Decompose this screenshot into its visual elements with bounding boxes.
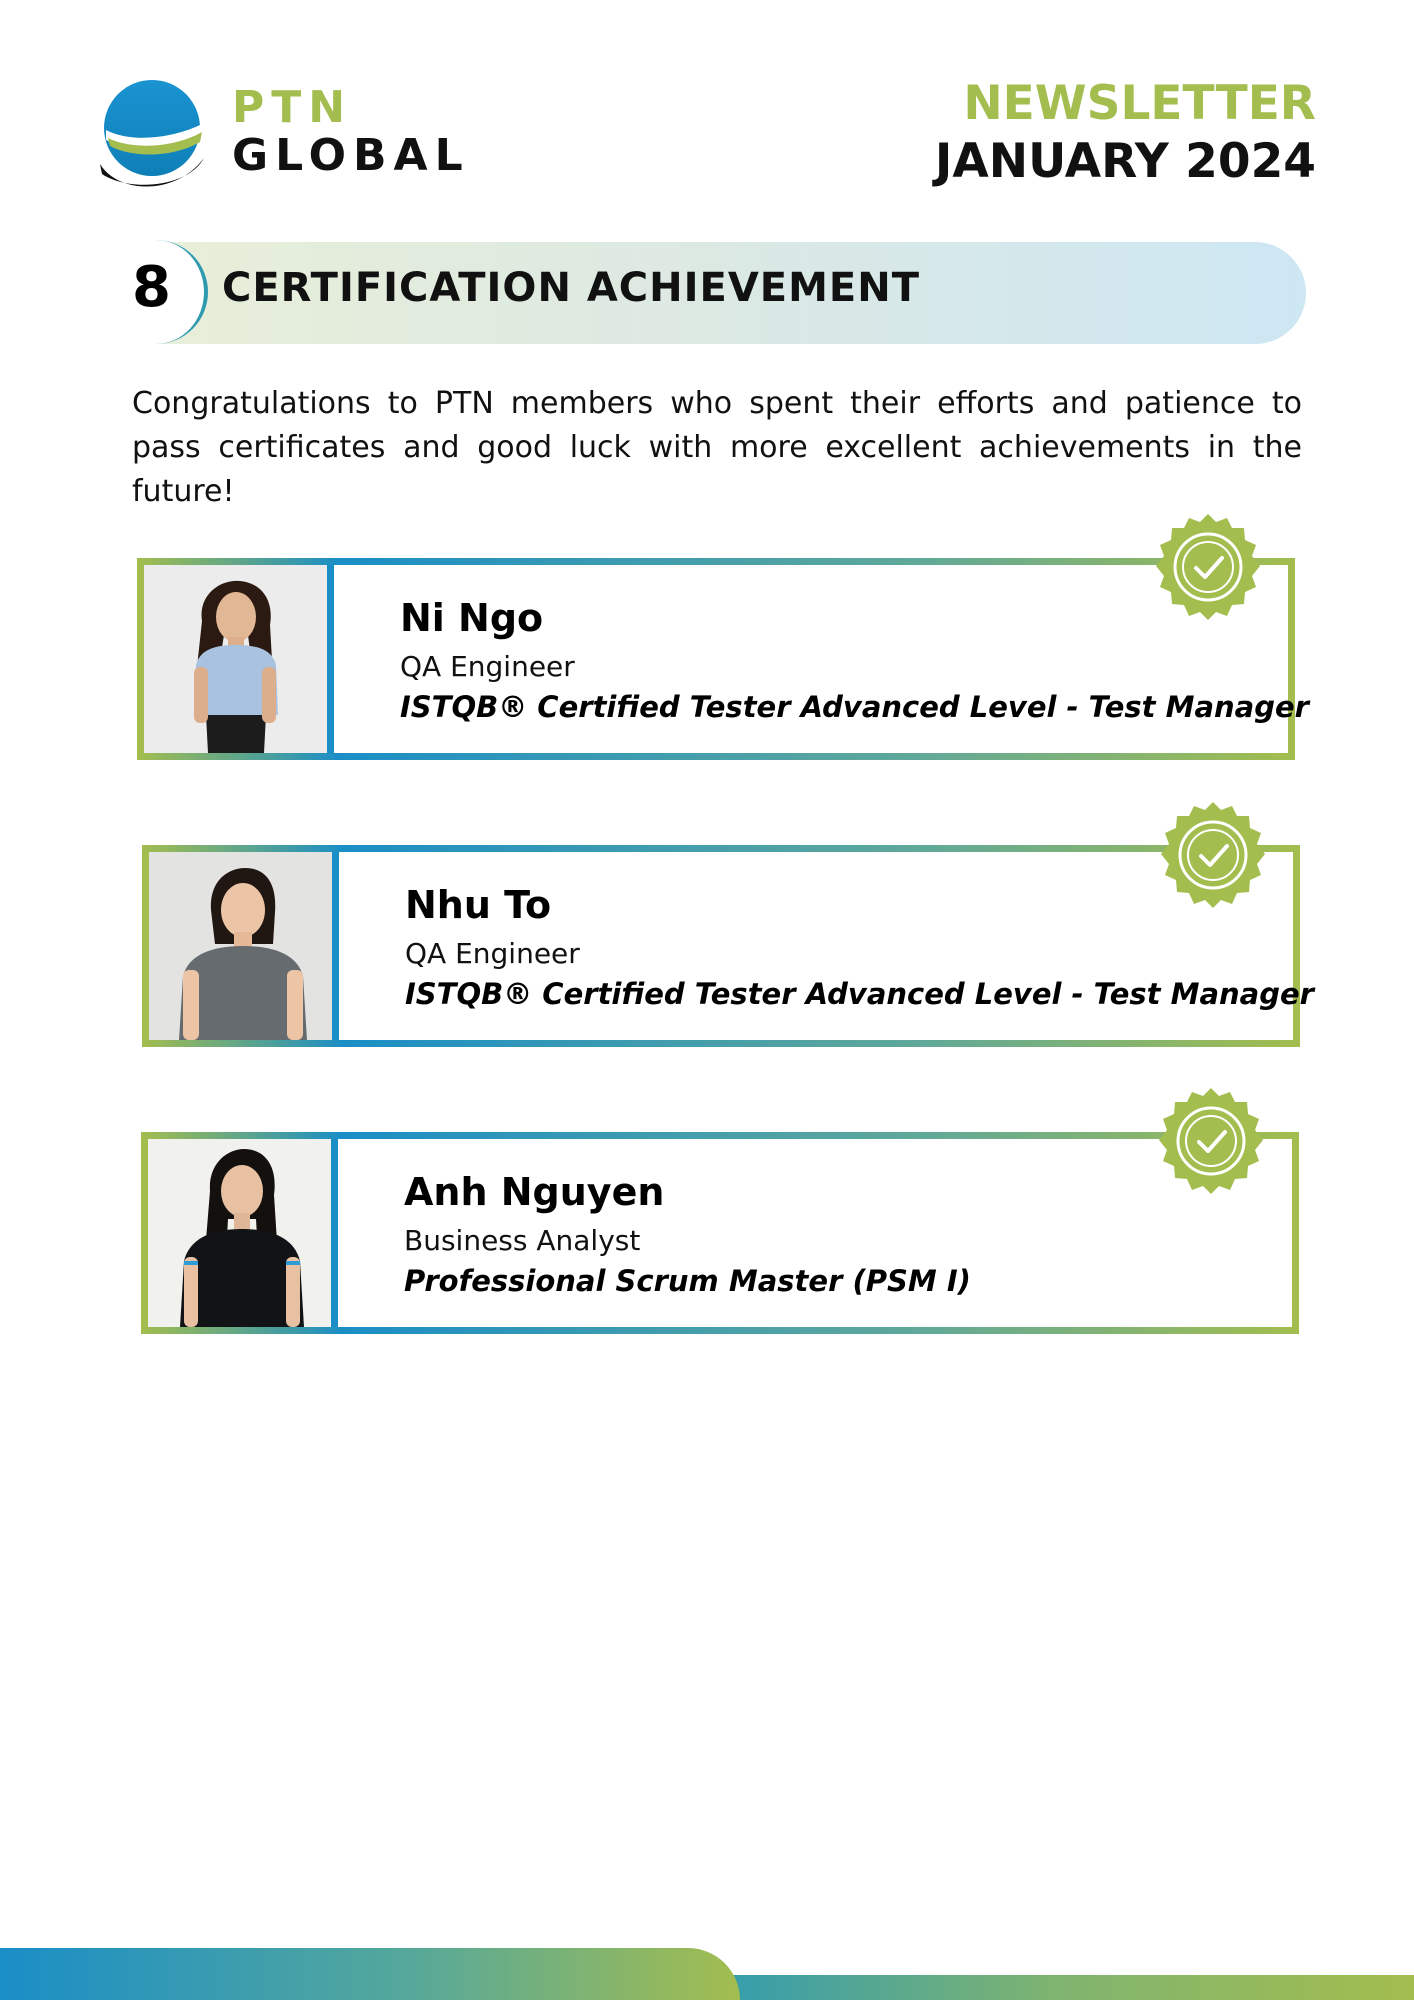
member-certificate: ISTQB® Certified Tester Advanced Level - Test Manager bbox=[405, 977, 1314, 1011]
issue-date: JANUARY 2024 bbox=[934, 134, 1316, 189]
member-role: QA Engineer bbox=[400, 650, 575, 683]
section-number: 8 bbox=[132, 255, 171, 320]
member-card bbox=[141, 1132, 1299, 1334]
logo-text-global: GLOBAL bbox=[232, 130, 470, 181]
intro-paragraph: Congratulations to PTN members who spent their efforts and patience to pass certificates and good luck with more excellent achievements in the future! bbox=[132, 386, 1302, 509]
check-seal-icon bbox=[1152, 512, 1264, 624]
member-photo bbox=[144, 565, 334, 753]
newsletter-label: NEWSLETTER bbox=[963, 76, 1316, 131]
check-seal-icon bbox=[1155, 1086, 1267, 1198]
member-card bbox=[142, 845, 1314, 1047]
footer-bar bbox=[0, 1948, 740, 2000]
member-role: Business Analyst bbox=[404, 1224, 641, 1257]
member-role: QA Engineer bbox=[405, 937, 580, 970]
ptn-global-logo-icon bbox=[98, 78, 206, 196]
member-name: Ni Ngo bbox=[400, 596, 544, 640]
section-title: CERTIFICATION ACHIEVEMENT bbox=[222, 265, 921, 311]
member-photo bbox=[148, 1139, 338, 1327]
footer-stripe bbox=[700, 1975, 1414, 2000]
member-certificate: ISTQB® Certified Tester Advanced Level - Test Manager bbox=[400, 690, 1309, 724]
member-name: Nhu To bbox=[405, 883, 552, 927]
check-seal-icon bbox=[1157, 800, 1269, 912]
member-certificate: Professional Scrum Master (PSM I) bbox=[404, 1264, 971, 1298]
member-card bbox=[137, 558, 1309, 760]
logo-text-ptn: PTN bbox=[232, 82, 353, 133]
member-name: Anh Nguyen bbox=[404, 1170, 665, 1214]
member-photo bbox=[149, 852, 339, 1040]
